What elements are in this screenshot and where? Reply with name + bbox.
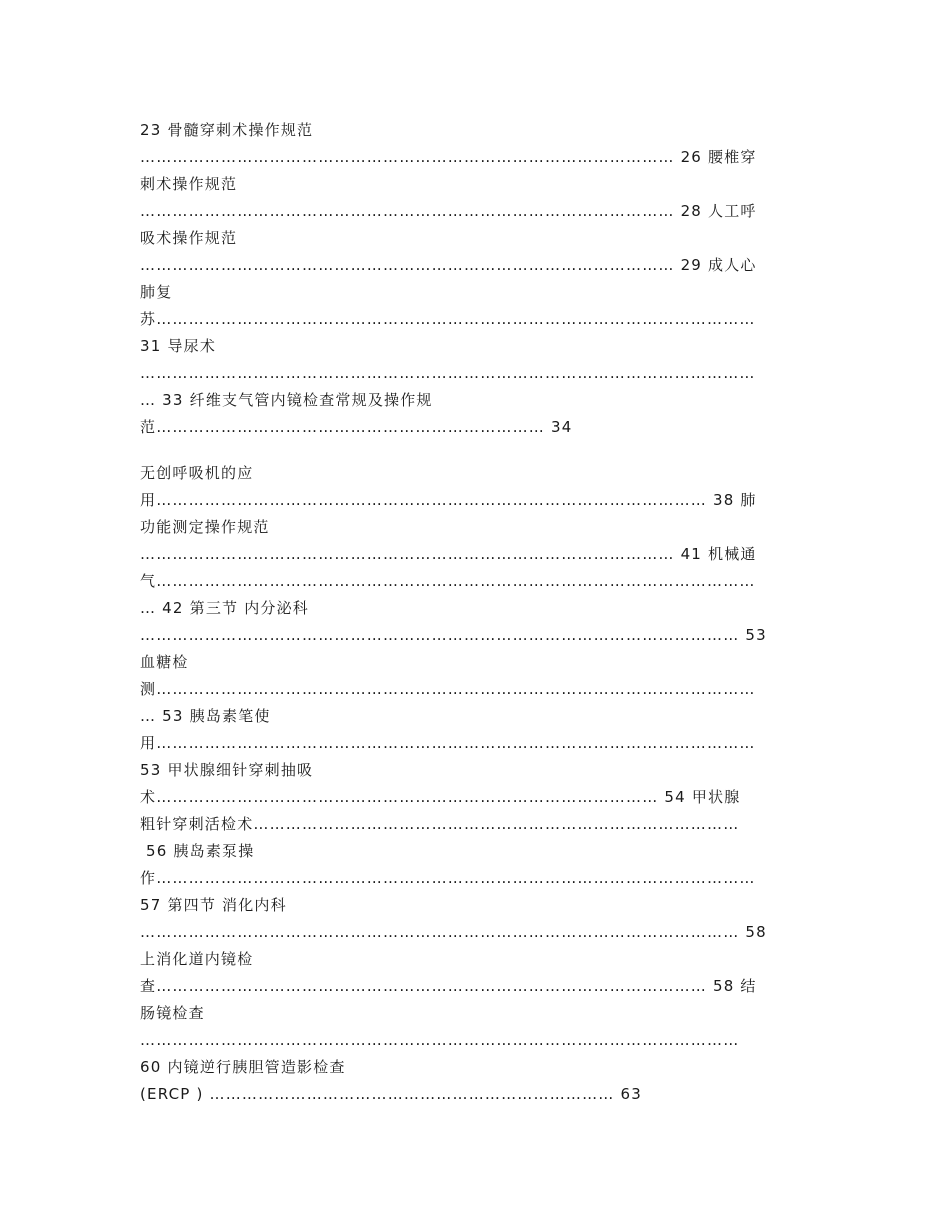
toc-line: 56 胰岛素泵操 (140, 842, 255, 860)
toc-line: 功能测定操作规范 (140, 518, 270, 536)
toc-line: 23 骨髓穿刺术操作规范 (140, 121, 314, 139)
toc-line: … 42 第三节 内分泌科 (140, 599, 309, 617)
toc-line: 60 内镜逆行胰胆管造影检查 (140, 1058, 346, 1076)
toc-line: ……………………………………………………………………………………… 28 人工呼 (140, 202, 757, 220)
toc-line: 作………………………………………………………………………………………………… (140, 869, 756, 887)
toc-line: 肠镜检查 (140, 1004, 205, 1022)
toc-line: 上消化道内镜检 (140, 950, 254, 968)
toc-line: 粗针穿刺活检术……………………………………………………………………………… (140, 815, 740, 833)
toc-line: … 53 胰岛素笔使 (140, 707, 271, 725)
toc-line: ……………………………………………………………………………………… 29 成人心 (140, 256, 757, 274)
toc-line: (ERCP ) ………………………………………………………………… 63 (140, 1085, 642, 1103)
toc-line: ……………………………………………………………………………………… 41 机械通 (140, 545, 757, 563)
toc-line: 吸术操作规范 (140, 229, 238, 247)
toc-line: 测………………………………………………………………………………………………… (140, 680, 756, 698)
toc-line: ……………………………………………………………………………………… 26 腰椎穿 (140, 148, 757, 166)
toc-line: 刺术操作规范 (140, 175, 238, 193)
toc-line: 57 第四节 消化内科 (140, 896, 287, 914)
toc-line: 用………………………………………………………………………………………………… (140, 734, 756, 752)
toc-line: 术………………………………………………………………………………… 54 甲状腺 (140, 788, 741, 806)
toc-line: … 33 纤维支气管内镜检查常规及操作规 (140, 391, 433, 409)
toc-line: 无创呼吸机的应 (140, 464, 254, 482)
toc-line: 53 甲状腺细针穿刺抽吸 (140, 761, 314, 779)
toc-line: 气………………………………………………………………………………………………… (140, 572, 756, 590)
toc-line: 31 导尿术 (140, 337, 217, 355)
toc-line: ………………………………………………………………………………………………… 53 (140, 626, 767, 644)
toc-line: 苏………………………………………………………………………………………………… (140, 310, 756, 328)
toc-line: 范……………………………………………………………… 34 (140, 418, 573, 436)
toc-line: 血糖检 (140, 653, 189, 671)
toc-line: 用………………………………………………………………………………………… 38 肺 (140, 491, 757, 509)
toc-line: ………………………………………………………………………………………………… 58 (140, 923, 767, 941)
toc-line: 查………………………………………………………………………………………… 58 结 (140, 977, 757, 995)
toc-line: ………………………………………………………………………………………………… (140, 1031, 740, 1049)
toc-line: …………………………………………………………………………………………………… (140, 364, 756, 382)
toc-line: 肺复 (140, 283, 173, 301)
